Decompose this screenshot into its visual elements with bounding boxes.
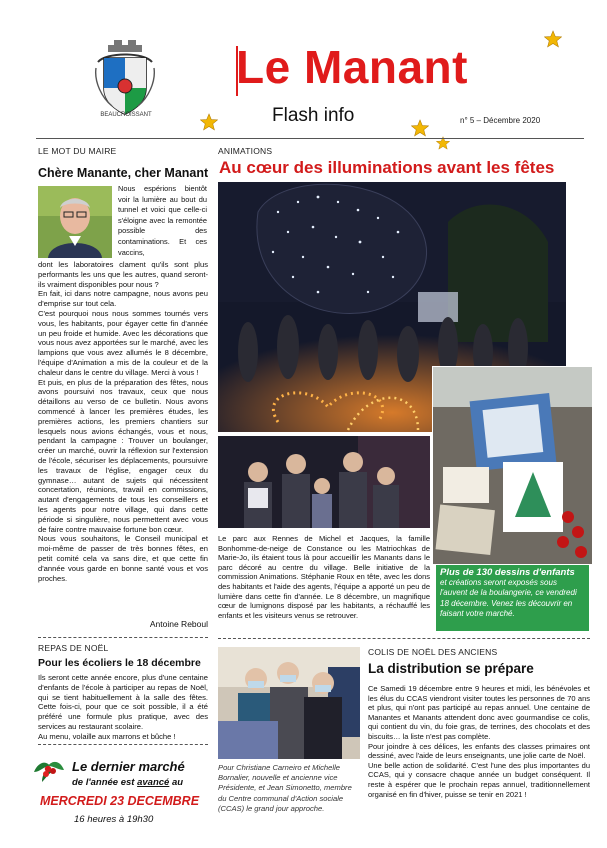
section-label-colis: COLIS DE NOËL DES ANCIENS bbox=[368, 647, 498, 657]
childrens-drawings-photo bbox=[432, 366, 593, 565]
animations-heading: Au cœur des illuminations avant les fêtes bbox=[219, 158, 555, 177]
marche-subtitle bbox=[72, 777, 183, 788]
divider bbox=[218, 638, 590, 639]
colis-paragraph-2: Pour joindre à ces délices, les enfants des classes primaires ont dessiné, avec l'aide de leurs enseignants, une jolie carte de Noël. bbox=[368, 741, 590, 761]
marche-title: Le dernier marché bbox=[72, 759, 185, 774]
mayor-photo bbox=[38, 186, 112, 258]
divider bbox=[38, 637, 208, 638]
newsletter-subtitle: Flash info bbox=[272, 105, 355, 126]
repas-paragraph: Ils seront cette année encore, plus d'une centaine d'enfants de l'école à participer au repas de Noël, qui se tient habituellement à la salle des fêtes. Cette fois-ci, pour que ce soit possible, il a été préféré une formule plus pratique, avec des services au restaurant scolaire. bbox=[38, 673, 208, 731]
animations-caption: Le parc aux Rennes de Michel et Jacques, la famille Bonhomme-de-neige de Constance ou les Matriochkas de Marie-Jo, ils étaient tous là pour accueillir les Manants dans le parc décoré au centre du village. Belle initiative de la commission Animations. Stéphanie Roux en tête, avec les dons des habitants et l'aide des agents, l'équipe a apporté un peu de lumière dans cette fin d'année. Le 8 décembre, un magnifique cœur de lumignons disposé par les habitants, a réchauffé les enfants et les visiteurs venus se retrouver. bbox=[218, 534, 430, 620]
marche-hours: 16 heures à 19h30 bbox=[74, 814, 154, 825]
ccas-photo-caption: Pour Christiane Carneiro et Michelle Bornalier, nouvelle et ancienne vice Présidente, et Jean Simonetto, membre du Centre communal d'Action sociale (CCAS) le grand jour approche. bbox=[218, 763, 352, 813]
divider bbox=[38, 744, 208, 745]
mayor-signature: Antoine Reboul bbox=[149, 619, 208, 629]
marche-subtitle-post: au bbox=[169, 777, 184, 788]
marche-date: MERCREDI 23 DECEMBRE bbox=[40, 794, 200, 808]
colis-text bbox=[368, 684, 590, 799]
colis-paragraph-1: Ce Samedi 19 décembre entre 9 heures et midi, les bénévoles et les élus du CCAS viendront visiter toutes les personnes de 70 ans et plus, qui n'ont pas participé au repas annuel. Une centaine de Manantes et Manants attendent donc avec gourmandise ce colis, qui contient du vin, du foie gras, de terrines, des chocolats et des biscuits… la liste n'est pas complète. bbox=[368, 684, 590, 741]
star-icon bbox=[200, 113, 218, 131]
colis-paragraph-3: Une belle action de solidarité. C'est l'une des plus importantes du CCAS, qui y consacre chaque année un budget conséquent. Il reste à espérer que le prochain repas annuel, traditionnellement organisé en fin d'hiver, puisse se tenir en 2021 ! bbox=[368, 760, 590, 799]
drawings-exhibit-box bbox=[436, 565, 589, 631]
family-photo bbox=[218, 436, 430, 528]
mayor-paragraph bbox=[38, 260, 208, 583]
star-icon bbox=[411, 119, 429, 137]
mayor-heading: Chère Manante, cher Manant bbox=[38, 166, 209, 180]
section-label-mot-du-maire: LE MOT DU MAIRE bbox=[38, 146, 117, 156]
holly-icon bbox=[32, 752, 66, 784]
newsletter-title: Le Manant bbox=[236, 41, 468, 93]
repas-menu: Au menu, volaille aux marrons et bûche ! bbox=[38, 731, 176, 741]
coat-of-arms-logo bbox=[94, 38, 156, 116]
mayor-paragraph-4: Et puis, en plus de la préparation des fêtes, nous avons poursuivi nos travaux, ceux que nous détaillons au verso de ce bulletin. Nous avons commencé à lancer les premières études, les premières actions, les premiers chantiers sur lesquels nous avions échangés, vous et nous, pendant la campagne : Trouver un boulanger, créer un marché, ouvrir la réflexion sur l'extension de l'école, sécuriser les déplacements, poursuivre les travaux de l'église, engager ceux du gymnase… autant de sujets qui nécessitent concertation, réunions, travail en commissions, autant d'engagements de tous les conseillers et les agents pour notre village, qui dans cette période si singulière, nous permettent avec vous de faire contre mauvaise fortune bon cœur. bbox=[38, 377, 208, 534]
repas-text bbox=[38, 673, 208, 742]
section-label-animations: ANIMATIONS bbox=[218, 146, 273, 156]
mayor-intro: Nous espérions bientôt voir la lumière au bout du tunnel et voici que celle-ci s'éloigne avec la remontée possible des contaminations. Et ces vaccins, bbox=[118, 184, 207, 257]
issue-number: n° 5 – Décembre 2020 bbox=[460, 116, 541, 125]
mayor-paragraph-3: C'est pourquoi nous nous sommes tournés vers vous, les habitants, pour égayer cette fin d'année un peu froide et humide. Avec les décorations que vous nous avez apportées sur le marché, avec les lampions que vous avez allumés le 8 décembre, l'équipe d'Animation a mis de la couleur et de la chaleur dans le centre du village. Merci à vous ! bbox=[38, 308, 208, 377]
section-label-repas: REPAS DE NOËL bbox=[38, 643, 109, 653]
colis-heading: La distribution se prépare bbox=[368, 661, 534, 676]
drawings-box-text: et créations seront exposés sous l'auvent de la boulangerie, ce vendredi 18 décembre. Venez les découvrir en faisant votre marché. bbox=[440, 578, 577, 619]
masthead-rule bbox=[36, 138, 584, 139]
drawings-box-title: Plus de 130 dessins d'enfants bbox=[440, 567, 575, 578]
marche-subtitle-pre: de l'année est bbox=[72, 777, 138, 788]
ccas-volunteers-photo bbox=[218, 647, 360, 759]
marche-subtitle-emphasis: avancé bbox=[137, 777, 170, 788]
repas-heading: Pour les écoliers le 18 décembre bbox=[38, 657, 201, 669]
mayor-paragraph-2: En fait, ici dans notre campagne, nous avons peu d'emprise sur tout cela. bbox=[38, 289, 208, 309]
logo-caption: BEAUCROISSANT bbox=[100, 112, 152, 118]
mayor-paragraph-1: dont les laboratoires clament qu'ils sont plus performants les uns que les autres, quand seront-ils vraiment disponibles pour nous ? bbox=[38, 260, 208, 289]
star-icon bbox=[544, 30, 562, 48]
mayor-paragraph-5: Nous vous souhaitons, le Conseil municipal et moi-même de passer de très bonnes fêtes, en petit comité cela va sans dire, et que cette fin d'année vous garde en bonne santé vous et vos proches. bbox=[38, 534, 208, 583]
